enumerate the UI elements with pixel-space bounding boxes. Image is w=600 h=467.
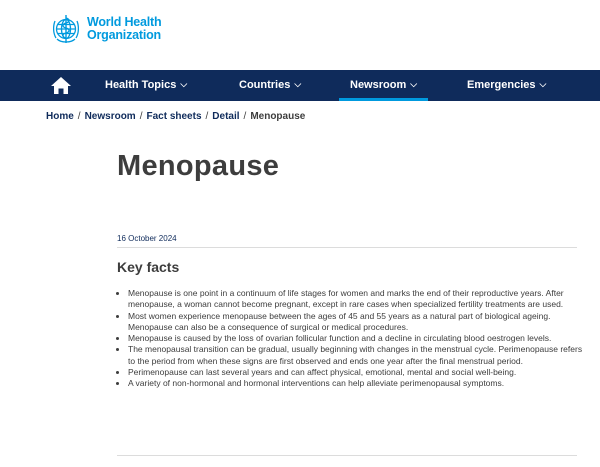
who-logo[interactable] xyxy=(49,12,161,46)
home-icon[interactable] xyxy=(50,76,72,95)
nav-emergencies-label: Emergencies xyxy=(467,79,536,91)
breadcrumb-separator: / xyxy=(77,111,81,122)
breadcrumb-current: Menopause xyxy=(250,111,306,122)
breadcrumb-separator: / xyxy=(205,111,209,122)
list-item: • Perimenopause can last several years and can affect physical, emotional, mental and social well-being. xyxy=(128,367,584,378)
key-facts-list xyxy=(117,288,584,390)
nav-countries-label: Countries xyxy=(239,79,291,91)
who-emblem-icon xyxy=(49,12,83,46)
key-facts-heading: Key facts xyxy=(117,259,180,275)
chevron-down-icon: ⌵ xyxy=(294,79,302,89)
date-divider xyxy=(117,247,577,248)
main-navigation xyxy=(0,70,600,101)
breadcrumb-separator: / xyxy=(139,111,143,122)
nav-health-topics[interactable] xyxy=(105,70,187,101)
list-item: • Menopause is one point in a continuum of life stages for women and marks the end of their reproductive years. After menopause, a woman cannot become pregnant, except in rare cases when specialized fertility treatments are used. xyxy=(128,288,584,311)
page-title: Menopause xyxy=(117,150,280,182)
nav-emergencies[interactable] xyxy=(467,70,546,101)
list-item: • Menopause is caused by the loss of ovarian follicular function and a decline in circulating blood oestrogen levels. xyxy=(128,333,584,344)
breadcrumb-separator: / xyxy=(243,111,247,122)
section-divider xyxy=(117,455,577,456)
breadcrumb-newsroom[interactable]: Newsroom xyxy=(84,111,136,122)
logo-line-1: World Health xyxy=(87,15,162,29)
nav-newsroom-label: Newsroom xyxy=(350,79,407,91)
nav-health-topics-label: Health Topics xyxy=(105,79,177,91)
chevron-down-icon: ⌵ xyxy=(410,79,418,89)
chevron-down-icon: ⌵ xyxy=(539,79,547,89)
list-item: • A variety of non-hormonal and hormonal interventions can help alleviate perimenopausal symptoms. xyxy=(128,378,584,389)
breadcrumb-fact-sheets[interactable]: Fact sheets xyxy=(146,111,202,122)
list-item: • The menopausal transition can be gradual, usually beginning with changes in the menstrual cycle. Perimenopause refers to the period from when these signs are first observed and ends one year after the final menstrual period. xyxy=(128,344,584,367)
chevron-down-icon: ⌵ xyxy=(180,79,188,89)
site-header xyxy=(0,0,600,70)
list-item: • Most women experience menopause between the ages of 45 and 55 years as a natural part of biological ageing. Menopause can also be a consequence of surgical or medical procedures. xyxy=(128,311,584,334)
breadcrumb-detail[interactable]: Detail xyxy=(212,111,240,122)
breadcrumb xyxy=(46,111,305,122)
logo-line-2: Organization xyxy=(87,28,161,42)
nav-countries[interactable] xyxy=(239,70,301,101)
nav-newsroom[interactable] xyxy=(350,70,417,101)
publish-date: 16 October 2024 xyxy=(117,234,177,243)
breadcrumb-home[interactable]: Home xyxy=(46,111,74,122)
